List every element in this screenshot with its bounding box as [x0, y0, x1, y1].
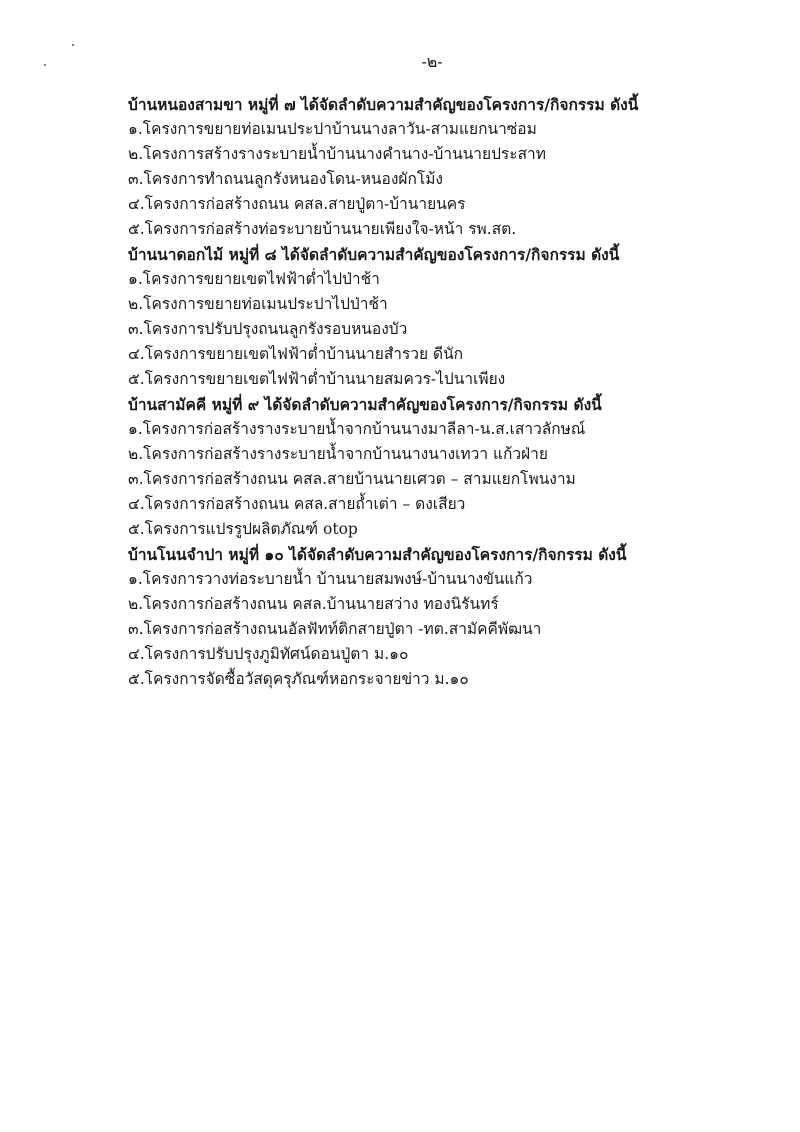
- project-item: ๒.โครงการขยายท่อเมนประปาไปป่าช้า: [128, 295, 388, 313]
- village-heading: บ้านหนองสามขา หมู่ที่ ๗ ได้จัดลำดับความสำคัญของโครงการ/กิจกรรม ดังนี้: [128, 95, 639, 114]
- project-item: ๔.โครงการปรับปรุงภูมิทัศน์ดอนปู่ตา ม.๑๐: [128, 645, 409, 663]
- village-section-9: [128, 392, 768, 542]
- village-heading: บ้านสามัคคี หมู่ที่ ๙ ได้จัดลำดับความสำคัญของโครงการ/กิจกรรม ดังนี้: [128, 395, 602, 414]
- village-heading: บ้านโนนจำปา หมู่ที่ ๑๐ ได้จัดลำดับความสำคัญของโครงการ/กิจกรรม ดังนี้: [128, 545, 627, 564]
- project-item: ๕.โครงการก่อสร้างท่อระบายบ้านนายเพียงใจ-หน้า รพ.สต.: [128, 220, 517, 238]
- project-item: ๑.โครงการขยายเขตไฟฟ้าต่ำไปป่าช้า: [128, 270, 380, 288]
- project-list: [128, 567, 768, 692]
- village-section-8: [128, 242, 768, 392]
- project-item: ๑.โครงการขยายท่อเมนประปาบ้านนางลาวัน-สามแยกนาซ่อม: [128, 120, 537, 138]
- project-item: ๔.โครงการขยายเขตไฟฟ้าต่ำบ้านนายสำรวย ดีนัก: [128, 345, 464, 363]
- project-item: ๒.โครงการสร้างรางระบายน้ำบ้านนางคำนาง-บ้านนายประสาท: [128, 145, 546, 163]
- project-item: ๔.โครงการก่อสร้างถนน คสล.สายถ้ำเต่า – ดงเสียว: [128, 495, 466, 513]
- project-list: [128, 267, 768, 392]
- project-item: ๕.โครงการแปรรูปผลิตภัณฑ์ otop: [128, 520, 358, 538]
- scan-speck: [72, 44, 74, 46]
- project-item: ๓.โครงการทำถนนลูกรังหนองโดน-หนองผักโม้ง: [128, 170, 443, 188]
- project-item: ๓.โครงการปรับปรุงถนนลูกรังรอบหนองบัว: [128, 320, 408, 338]
- document-body: [128, 92, 768, 692]
- project-list: [128, 417, 768, 542]
- village-section-10: [128, 542, 768, 692]
- project-item: ๑.โครงการก่อสร้างรางระบายน้ำจากบ้านนางมาลีลา-น.ส.เสาวลักษณ์: [128, 420, 586, 438]
- project-item: ๒.โครงการก่อสร้างถนน คสล.บ้านนายสว่าง ทองนิรันทร์: [128, 595, 499, 613]
- project-item: ๕.โครงการจัดซื้อวัสดุครุภัณฑ์หอกระจายข่าว ม.๑๐: [128, 670, 469, 688]
- page-number: -๒-: [421, 52, 443, 71]
- project-item: ๔.โครงการก่อสร้างถนน คสล.สายปู่ตา-บ้านายนคร: [128, 195, 466, 213]
- village-section-7: [128, 92, 768, 242]
- project-item: ๓.โครงการก่อสร้างถนน คสล.สายบ้านนายเศวต – สามแยกโพนงาม: [128, 470, 576, 488]
- village-heading: บ้านนาดอกไม้ หมู่ที่ ๘ ได้จัดลำดับความสำคัญของโครงการ/กิจกรรม ดังนี้: [128, 245, 620, 264]
- project-item: ๓.โครงการก่อสร้างถนนอัลฟัทท์ติกสายปู่ตา -ทต.สามัคคีพัฒนา: [128, 620, 542, 638]
- project-list: [128, 117, 768, 242]
- project-item: ๒.โครงการก่อสร้างรางระบายน้ำจากบ้านนางนางเทวา แก้วฝ่าย: [128, 445, 548, 463]
- project-item: ๑.โครงการวางท่อระบายน้ำ บ้านนายสมพงษ์-บ้านนางขันแก้ว: [128, 570, 533, 588]
- project-item: ๕.โครงการขยายเขตไฟฟ้าต่ำบ้านนายสมควร-ไปนาเพียง: [128, 370, 506, 388]
